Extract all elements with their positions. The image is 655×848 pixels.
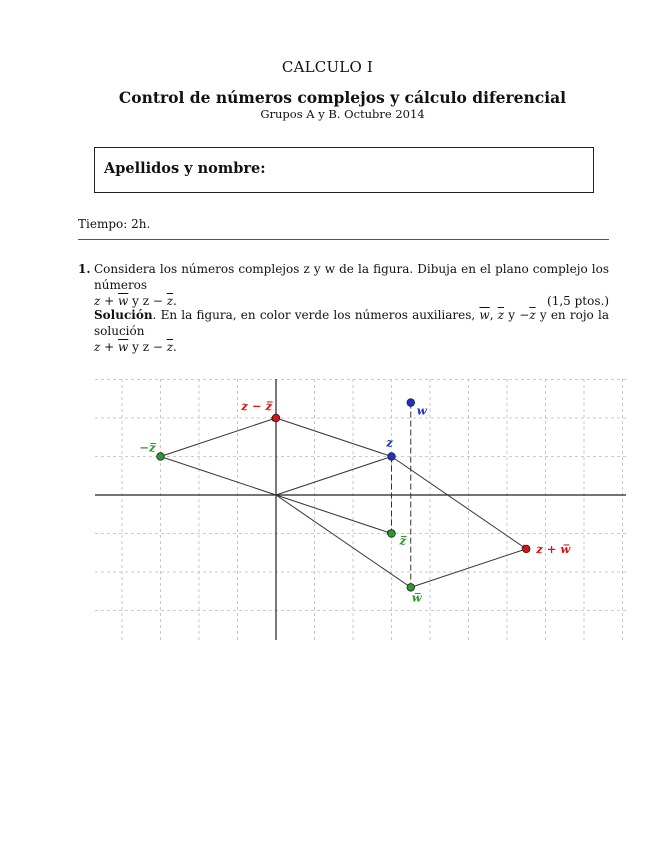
point-zbar: [388, 530, 396, 538]
point-z-minus-zbar: [272, 414, 280, 422]
label-z-plus-wbar: z + w̅: [536, 541, 571, 556]
question-math-mid: y z −: [128, 294, 167, 308]
point-z-plus-wbar: [522, 545, 530, 553]
exam-subtitle: Grupos A y B. Octubre 2014: [260, 107, 425, 121]
label-z-minus-zbar: z − z̅: [241, 399, 272, 413]
time-limit: Tiempo: 2h.: [78, 217, 151, 231]
solution-label: Solución: [94, 308, 153, 322]
segment-origin-z: [276, 457, 392, 496]
point-z: [388, 453, 396, 461]
solution-zbar-3: $\overline{z}$: [166, 340, 174, 354]
solution-wbar-2: $\overline{w}$: [118, 340, 129, 354]
name-label: Apellidos y nombre:: [104, 160, 266, 177]
solution-text-d: y en rojo la solución: [94, 308, 609, 338]
question-line-1: Considera los números complejos z y w de la figura. Dibuja en el plano complejo los números: [94, 262, 609, 292]
question-number: 1.: [78, 262, 91, 276]
solution-text-a: . En la figura, en color verde los números auxiliares,: [152, 308, 480, 322]
question-math-start: z +: [94, 294, 119, 308]
segment-origin-neg-zbar: [161, 457, 277, 496]
solution-text-c: y −: [504, 308, 530, 322]
point-w: [407, 399, 415, 407]
question-math-end: .: [173, 294, 177, 308]
segment-z-to-sum: [392, 457, 527, 549]
segment-z-to-diff: [276, 418, 392, 457]
label-zbar: z̅: [399, 533, 407, 548]
solution-math-end: .: [173, 340, 177, 354]
label-z: z: [386, 435, 393, 450]
exam-title: Control de números complejos y cálculo diferencial: [118, 88, 567, 107]
course-title: CALCULO I: [281, 58, 374, 76]
segment-neg-zbar-to-diff: [161, 418, 277, 457]
solution-math-mid: y z −: [128, 340, 167, 354]
question-points: (1,5 ptos.): [547, 294, 609, 308]
solution-zbar-2: $\overline{z}$: [529, 308, 536, 322]
label-w: w: [416, 403, 427, 418]
point-neg-zbar: [157, 453, 165, 461]
segment-origin-zbar: [276, 495, 392, 534]
vector-segments: [161, 418, 527, 587]
solution-text-b: ,: [489, 308, 498, 322]
solution-zbar: $\overline{z}$: [497, 308, 505, 322]
solution-math-start: z +: [94, 340, 119, 354]
solution-wbar: $\overline{w}$: [479, 308, 490, 322]
label-neg-zbar: −z̅: [139, 440, 156, 455]
segment-origin-wbar: [276, 495, 411, 587]
grid: [95, 379, 626, 640]
question-wbar: $\overline{w}$: [118, 294, 129, 308]
question-zbar: $\overline{z}$: [166, 294, 174, 308]
label-wbar: w̅: [411, 590, 422, 605]
